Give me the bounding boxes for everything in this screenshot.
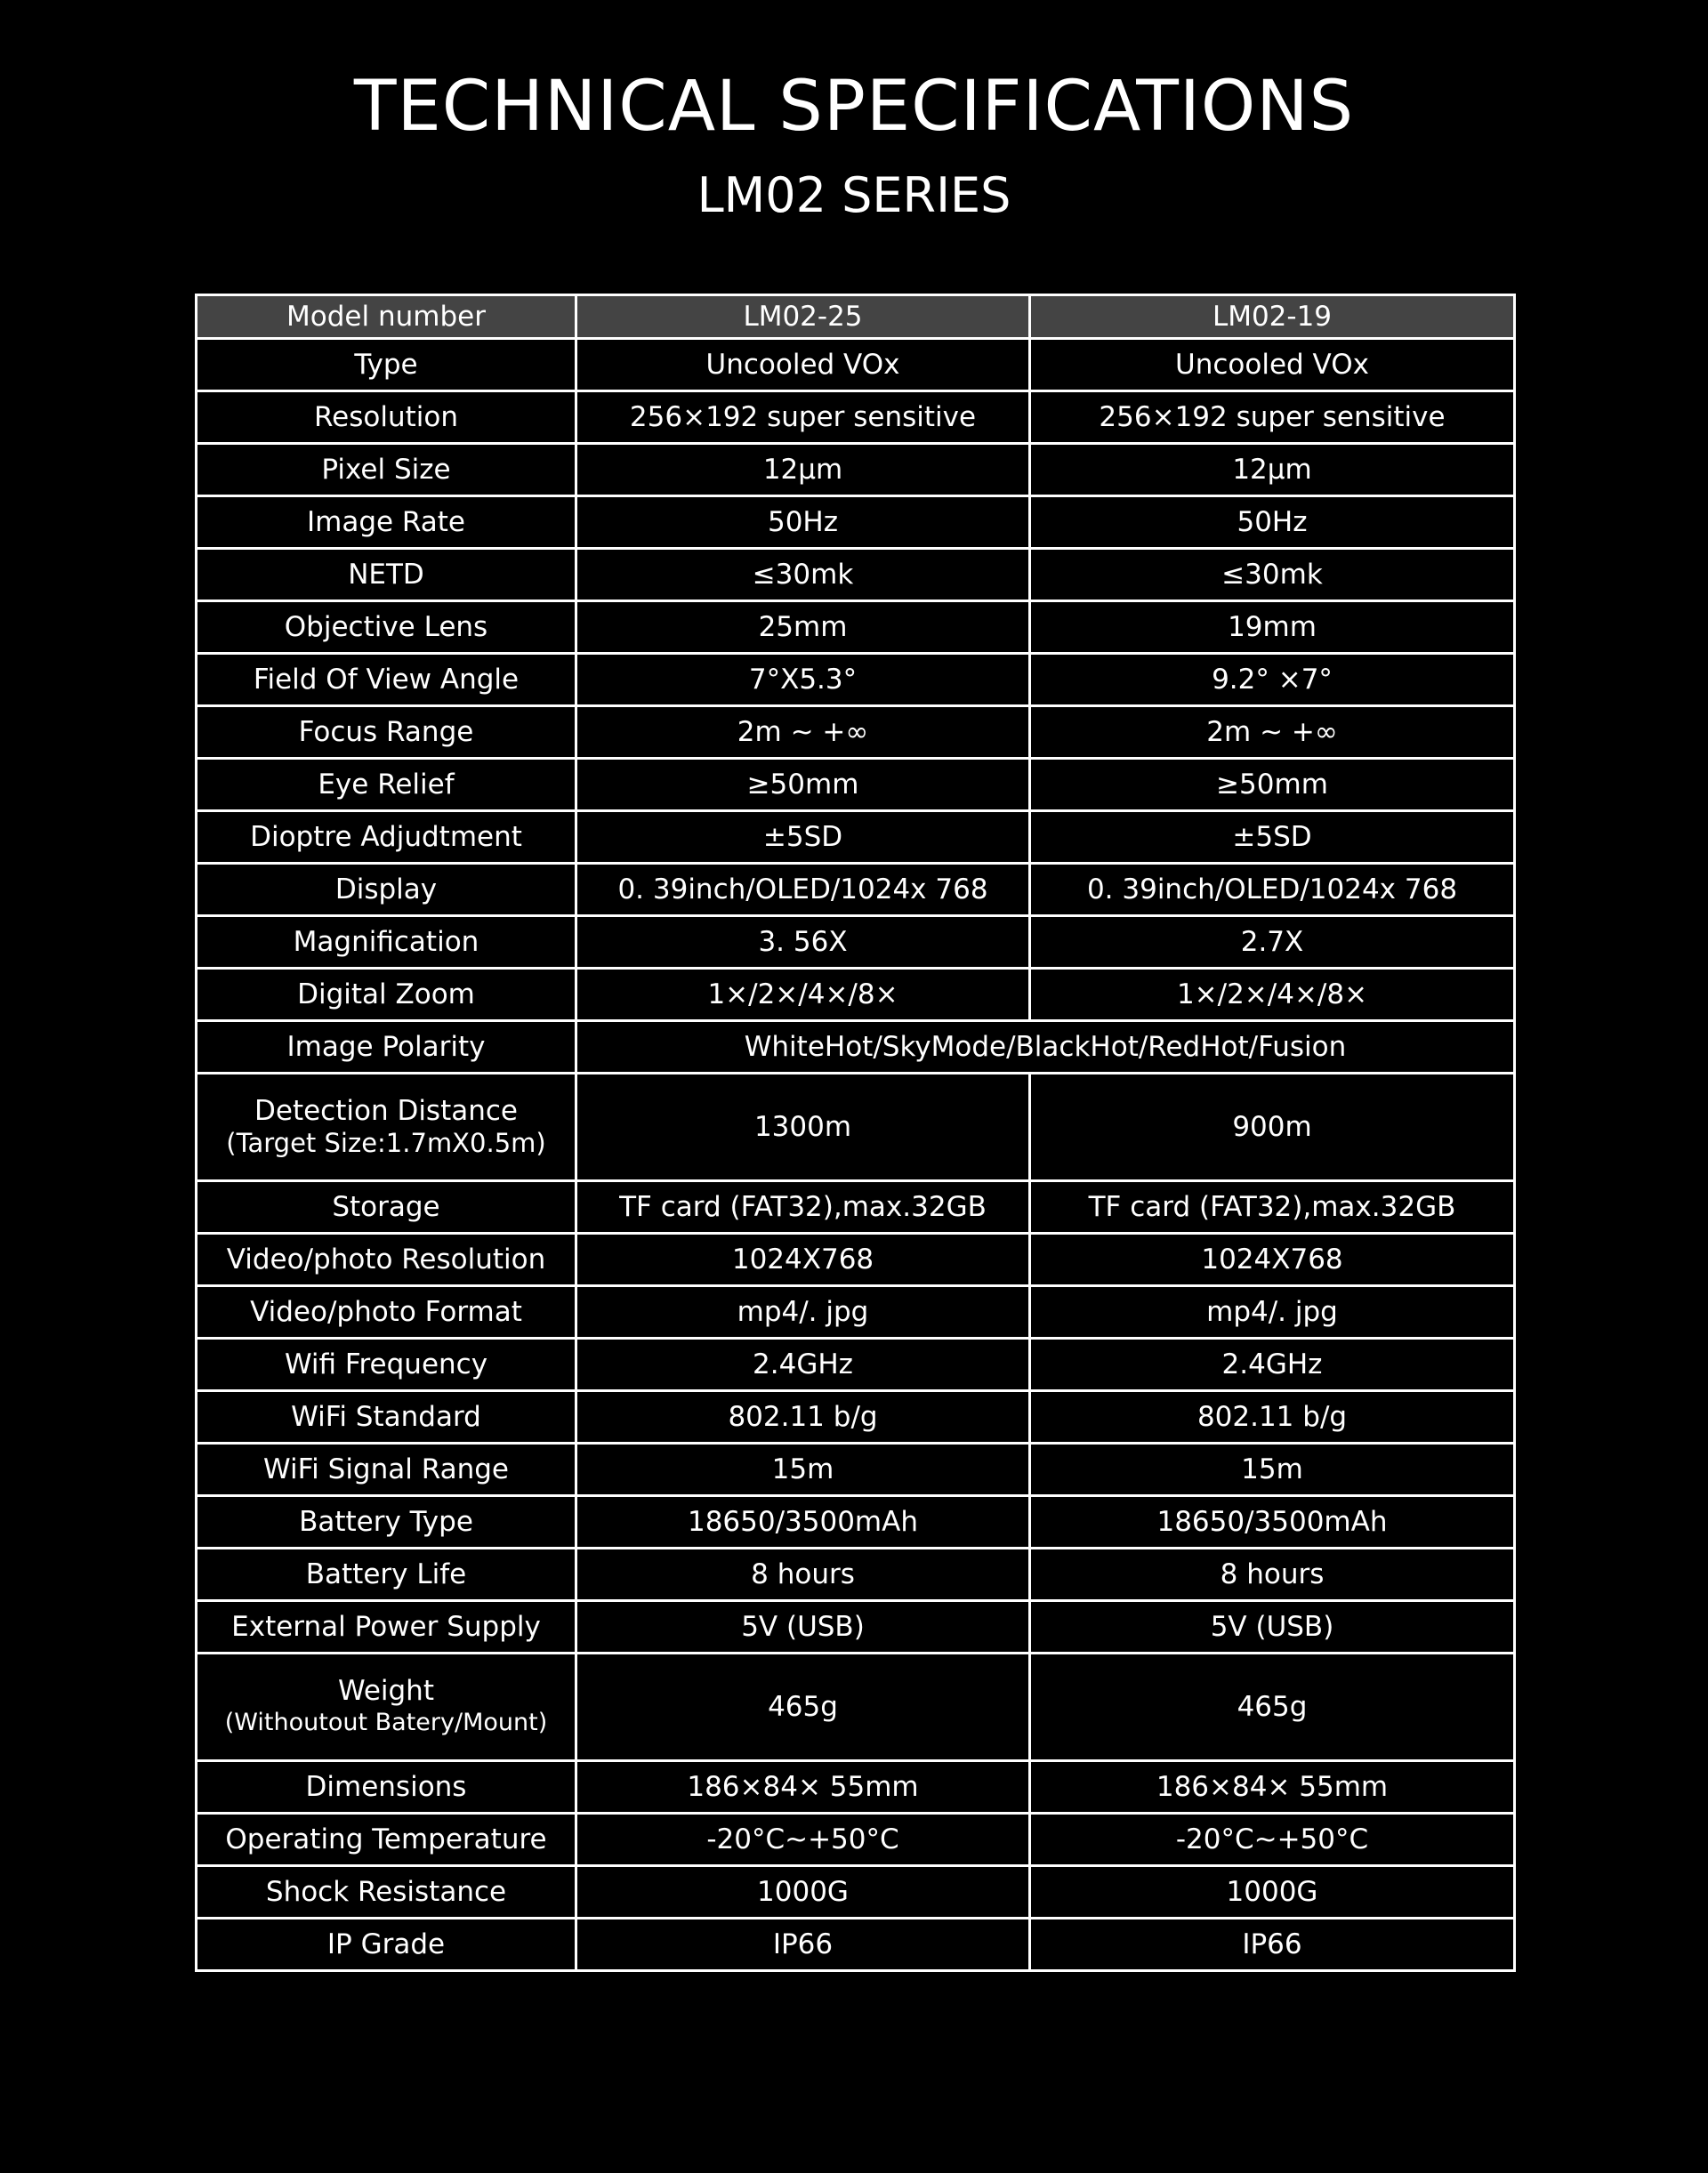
table-row [197, 444, 1515, 496]
table-row [197, 1919, 1515, 1971]
value-lm02-25: 8 hours [576, 1549, 1030, 1601]
value-lm02-19: 12μm [1030, 444, 1515, 496]
value-lm02-19: 2.4GHz [1030, 1339, 1515, 1391]
row-label: Wifi Frequency [197, 1339, 576, 1391]
value-lm02-19: 5V (USB) [1030, 1601, 1515, 1654]
row-label: Image Polarity [197, 1021, 576, 1074]
row-label: Display [197, 864, 576, 916]
row-label: Digital Zoom [197, 969, 576, 1021]
row-label: Operating Temperature [197, 1814, 576, 1866]
table-row [197, 1761, 1515, 1814]
row-label: Shock Resistance [197, 1866, 576, 1919]
value-lm02-25: 2m ~ +∞ [576, 706, 1030, 759]
table-row [197, 549, 1515, 601]
value-lm02-25: 1024X768 [576, 1234, 1030, 1286]
table-row [197, 864, 1515, 916]
row-label: Objective Lens [197, 601, 576, 654]
row-label: Storage [197, 1181, 576, 1234]
row-label: IP Grade [197, 1919, 576, 1971]
value-lm02-19: 2.7X [1030, 916, 1515, 969]
table-row [197, 601, 1515, 654]
value-lm02-25: 25mm [576, 601, 1030, 654]
header-lm02-19: LM02-19 [1030, 295, 1515, 339]
table-row [197, 1496, 1515, 1549]
value-lm02-19: 256×192 super sensitive [1030, 391, 1515, 444]
value-lm02-25: ≥50mm [576, 759, 1030, 811]
table-row [197, 1814, 1515, 1866]
value-lm02-25: 465g [576, 1654, 1030, 1761]
value-lm02-19: 0. 39inch/OLED/1024x 768 [1030, 864, 1515, 916]
table-row [197, 1234, 1515, 1286]
value-lm02-25: 1000G [576, 1866, 1030, 1919]
spec-table [195, 294, 1516, 1972]
value-lm02-19: 186×84× 55mm [1030, 1761, 1515, 1814]
value-shared: WhiteHot/SkyMode/BlackHot/RedHot/Fusion [576, 1021, 1515, 1074]
value-lm02-19: 9.2° ×7° [1030, 654, 1515, 706]
value-lm02-19: 19mm [1030, 601, 1515, 654]
row-label: WiFi Standard [197, 1391, 576, 1444]
weight-label: Weight [337, 1675, 434, 1707]
value-lm02-25: 1300m [576, 1074, 1030, 1181]
table-row [197, 916, 1515, 969]
row-label: Magnification [197, 916, 576, 969]
value-lm02-19: mp4/. jpg [1030, 1286, 1515, 1339]
value-lm02-19: TF card (FAT32),max.32GB [1030, 1181, 1515, 1234]
value-lm02-25: 12μm [576, 444, 1030, 496]
table-row [197, 654, 1515, 706]
value-lm02-25: 256×192 super sensitive [576, 391, 1030, 444]
table-row [197, 391, 1515, 444]
table-row [197, 759, 1515, 811]
value-lm02-25: IP66 [576, 1919, 1030, 1971]
table-row [197, 496, 1515, 549]
value-lm02-19: ≤30mk [1030, 549, 1515, 601]
table-row [197, 969, 1515, 1021]
value-lm02-19: 1×/2×/4×/8× [1030, 969, 1515, 1021]
row-label: Type [197, 339, 576, 391]
row-label: WiFi Signal Range [197, 1444, 576, 1496]
value-lm02-19: 900m [1030, 1074, 1515, 1181]
table-row [197, 1391, 1515, 1444]
value-lm02-25: 5V (USB) [576, 1601, 1030, 1654]
row-label [197, 1654, 576, 1761]
table-row [197, 706, 1515, 759]
value-lm02-25: 15m [576, 1444, 1030, 1496]
row-label: Image Rate [197, 496, 576, 549]
row-label: Battery Type [197, 1496, 576, 1549]
table-row [197, 1444, 1515, 1496]
table-header-row [197, 295, 1515, 339]
row-label: Video/photo Format [197, 1286, 576, 1339]
row-label: Pixel Size [197, 444, 576, 496]
value-lm02-25: ±5SD [576, 811, 1030, 864]
value-lm02-25: 1×/2×/4×/8× [576, 969, 1030, 1021]
header-lm02-25: LM02-25 [576, 295, 1030, 339]
row-label: Eye Relief [197, 759, 576, 811]
row-label: Battery Life [197, 1549, 576, 1601]
value-lm02-19: 465g [1030, 1654, 1515, 1761]
table-row [197, 1339, 1515, 1391]
value-lm02-25: -20°C~+50°C [576, 1814, 1030, 1866]
page-subtitle: LM02 SERIES [697, 167, 1011, 223]
detection-sublabel: (Target Size:1.7mX0.5m) [226, 1128, 546, 1158]
value-lm02-19: 2m ~ +∞ [1030, 706, 1515, 759]
value-lm02-19: Uncooled VOx [1030, 339, 1515, 391]
value-lm02-25: 0. 39inch/OLED/1024x 768 [576, 864, 1030, 916]
value-lm02-19: 1000G [1030, 1866, 1515, 1919]
value-lm02-25: 7°X5.3° [576, 654, 1030, 706]
value-lm02-25: 2.4GHz [576, 1339, 1030, 1391]
value-lm02-25: Uncooled VOx [576, 339, 1030, 391]
value-lm02-19: 18650/3500mAh [1030, 1496, 1515, 1549]
header-model-number: Model number [197, 295, 576, 339]
row-label: External Power Supply [197, 1601, 576, 1654]
table-row-image-polarity [197, 1021, 1515, 1074]
table-row [197, 1181, 1515, 1234]
value-lm02-25: 18650/3500mAh [576, 1496, 1030, 1549]
value-lm02-19: 1024X768 [1030, 1234, 1515, 1286]
table-row [197, 1601, 1515, 1654]
value-lm02-19: ≥50mm [1030, 759, 1515, 811]
value-lm02-19: 802.11 b/g [1030, 1391, 1515, 1444]
value-lm02-19: 8 hours [1030, 1549, 1515, 1601]
row-label: Resolution [197, 391, 576, 444]
table-row [197, 1549, 1515, 1601]
page-title: TECHNICAL SPECIFICATIONS [353, 67, 1355, 147]
weight-sublabel: (Withoutout Batery/Mount) [224, 1709, 548, 1736]
row-label: Focus Range [197, 706, 576, 759]
value-lm02-19: 50Hz [1030, 496, 1515, 549]
value-lm02-19: 15m [1030, 1444, 1515, 1496]
row-label: Video/photo Resolution [197, 1234, 576, 1286]
table-row [197, 1286, 1515, 1339]
row-label: Dimensions [197, 1761, 576, 1814]
table-row [197, 1866, 1515, 1919]
table-row [197, 811, 1515, 864]
table-row-weight [197, 1654, 1515, 1761]
value-lm02-25: 802.11 b/g [576, 1391, 1030, 1444]
value-lm02-25: 3. 56X [576, 916, 1030, 969]
row-label [197, 1074, 576, 1181]
value-lm02-25: 50Hz [576, 496, 1030, 549]
detection-label: Detection Distance [254, 1095, 518, 1127]
row-label: Field Of View Angle [197, 654, 576, 706]
value-lm02-19: ±5SD [1030, 811, 1515, 864]
table-row [197, 339, 1515, 391]
row-label: NETD [197, 549, 576, 601]
value-lm02-19: IP66 [1030, 1919, 1515, 1971]
value-lm02-25: 186×84× 55mm [576, 1761, 1030, 1814]
value-lm02-25: TF card (FAT32),max.32GB [576, 1181, 1030, 1234]
value-lm02-25: ≤30mk [576, 549, 1030, 601]
value-lm02-19: -20°C~+50°C [1030, 1814, 1515, 1866]
value-lm02-25: mp4/. jpg [576, 1286, 1030, 1339]
row-label: Dioptre Adjudtment [197, 811, 576, 864]
table-row-detection-distance [197, 1074, 1515, 1181]
